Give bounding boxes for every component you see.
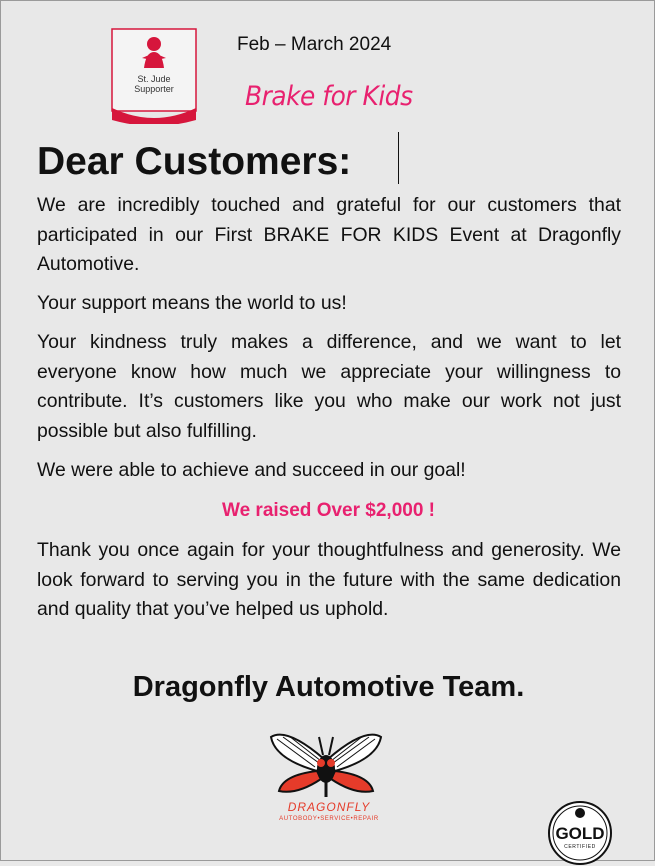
paragraph-goal: We were able to achieve and succeed in our goal!	[37, 459, 466, 481]
event-title: Brake for Kids	[245, 81, 413, 112]
gold-label: GOLD	[555, 824, 605, 843]
text-cursor	[398, 132, 399, 184]
gold-certified-label: CERTIFIED	[564, 844, 596, 850]
dragonfly-logo-icon	[267, 729, 385, 829]
greeting-heading: Dear Customers:	[37, 140, 352, 183]
date-range: Feb – March 2024	[237, 34, 392, 55]
amount-raised: We raised Over $2,000 !	[222, 500, 435, 521]
paragraph-thanks: Thank you once again for your thoughtfulness and generosity. We look forward to serving you in the future with the same dedication and quality that you’ve helped us uphold.	[37, 539, 621, 620]
badge-line-2: Supporter	[134, 84, 174, 94]
paragraph-kindness: Your kindness truly makes a difference, and we want to let everyone know how much we appreciate your willingness to contribute. It’s customers like you who make our work not just possible but also fulfilling.	[37, 331, 621, 442]
paragraph-gratitude: We are incredibly touched and grateful for our customers that participated in our First BRAKE FOR KIDS Event at Dragonfly Automotive.	[37, 194, 621, 275]
paragraph-support: Your support means the world to us!	[37, 292, 347, 314]
st-jude-supporter-badge	[111, 28, 197, 124]
signature: Dragonfly Automotive Team.	[132, 671, 525, 703]
badge-line-1: St. Jude	[137, 74, 171, 84]
dragonfly-tagline: AUTOBODY•SERVICE•REPAIR	[279, 816, 379, 822]
badge-label	[111, 74, 197, 94]
dragonfly-wordmark: DRAGONFLY	[287, 800, 371, 814]
